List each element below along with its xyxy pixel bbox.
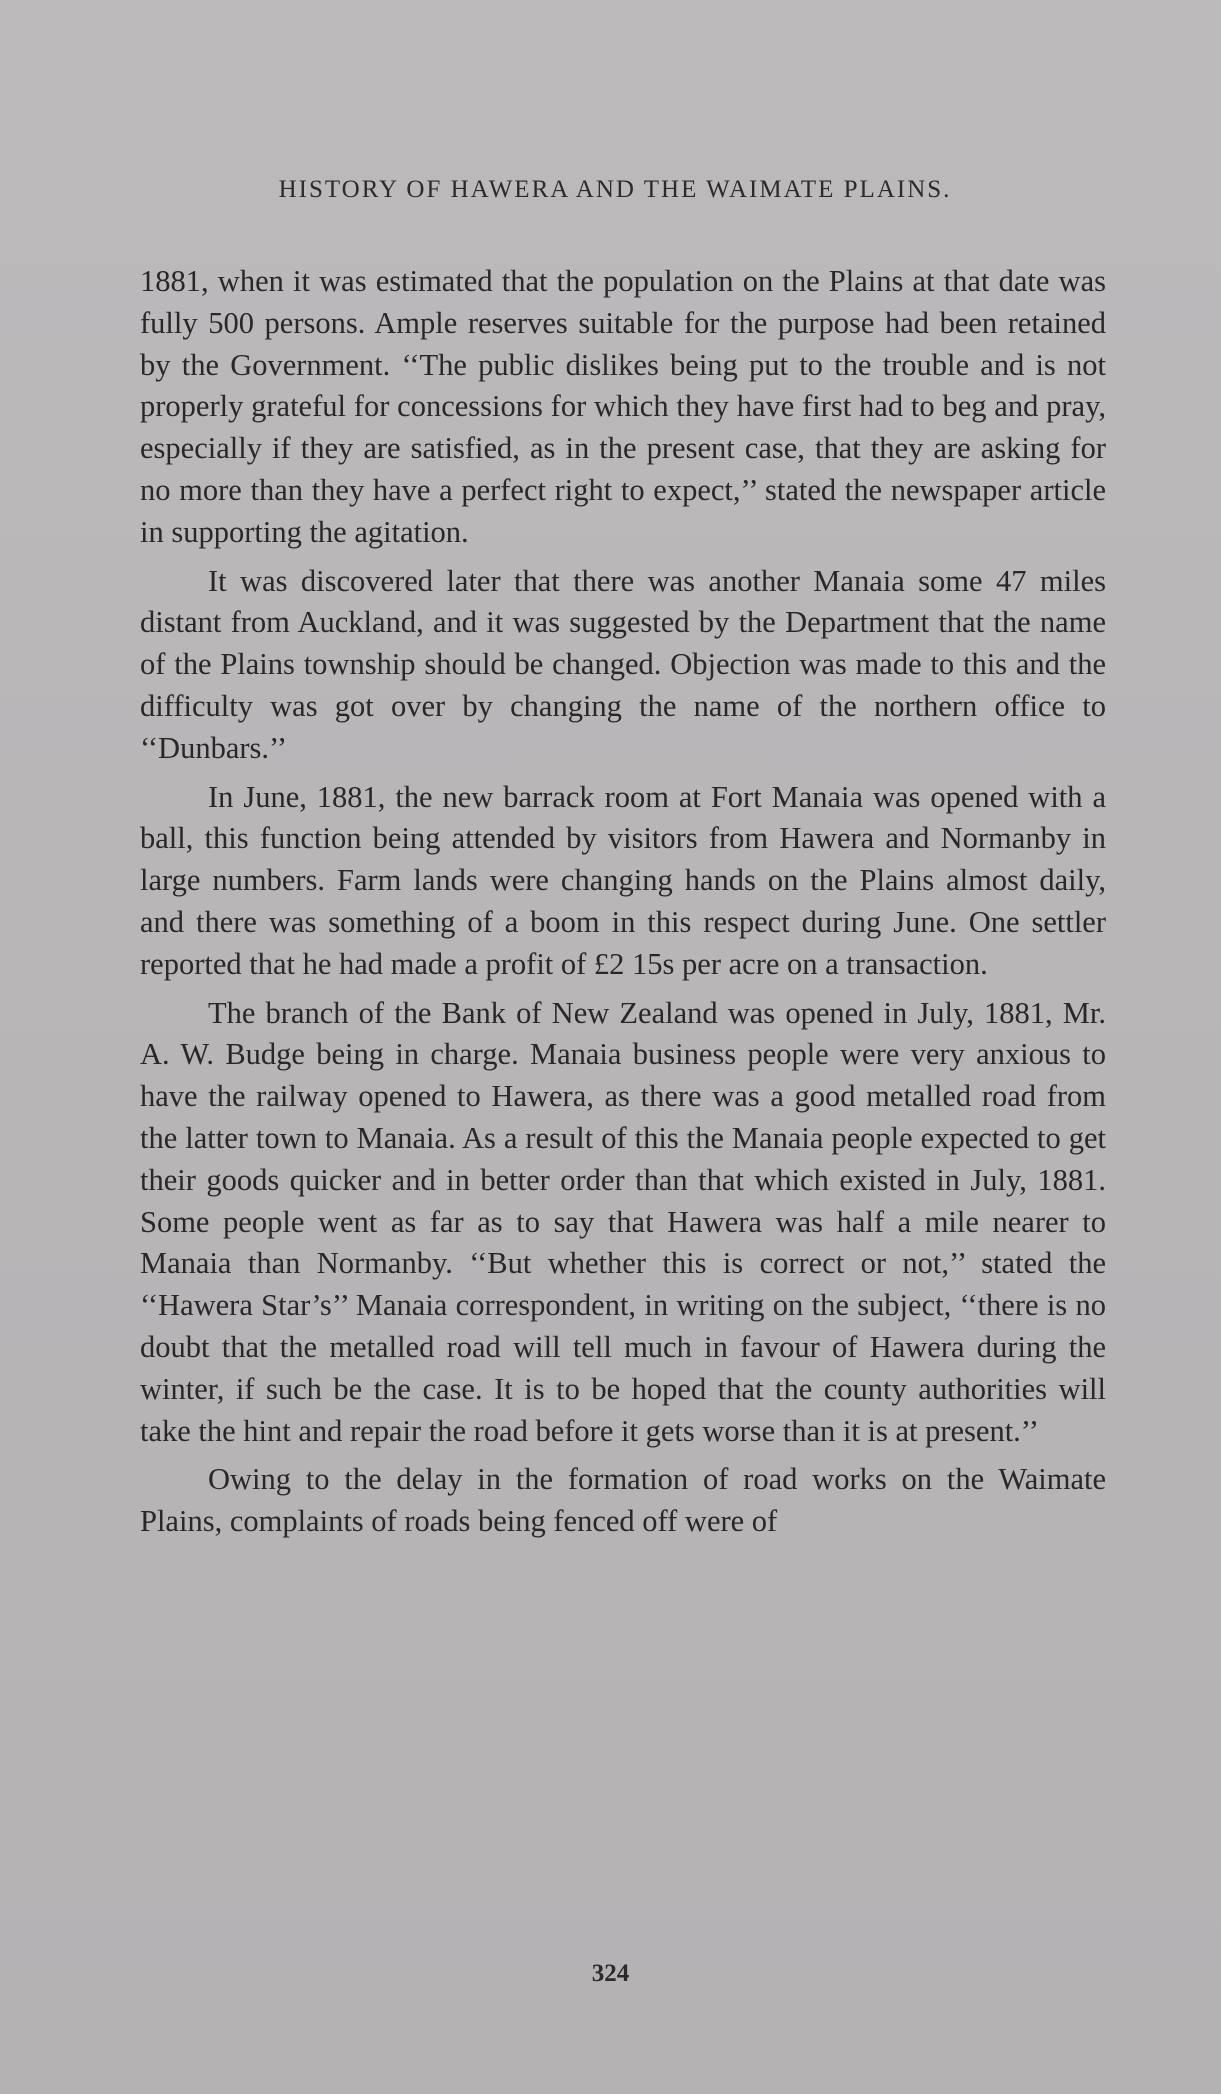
paragraph-1: 1881, when it was estimated that the population on the Plains at that date was fully 500 persons. Ample reserves suitable for the purpose had been retained by the Government. ‘‘The public dislikes being put to the trouble and is not properly grateful for concessions for which they have first had to beg and pray, especially if they are satisfied, as in the present case, that they are asking for no more than they have a perfect right to expect,’’ stated the newspaper article in supporting the agitation. [140,264,1106,549]
page-number: 324 [591,1960,630,1987]
paragraph-5: Owing to the delay in the formation of road works on the Waimate Plains, complaints of roads being fenced off were of [140,1462,1106,1539]
paragraph-3: In June, 1881, the new barrack room at Fort Manaia was opened with a ball, this function being attended by visitors from Hawera and Normanby in large numbers. Farm lands were changing hands on the Plains almost daily, and there was something of a boom in this respect during June. One settler reported that he had made a profit of £2 15s per acre on a transaction. [140,779,1106,981]
paragraph-2: It was discovered later that there was another Manaia some 47 miles distant from Auckland, and it was suggested by the Department that the name of the Plains township should be changed. Objection was made to this and the difficulty was got over by changing the name of the northern office to ‘‘Dunbars.’’ [140,563,1106,765]
paragraph-4: The branch of the Bank of New Zealand was opened in July, 1881, Mr. A. W. Budge being in charge. Manaia business people were very anxious to have the railway opened to Hawera, as there was a good metalled road from the latter town to Manaia. As a result of this the Manaia people expected to get their goods quicker and in better order than that which existed in July, 1881. Some people went as far as to say that Hawera was half a mile nearer to Manaia than Normanby. ‘‘But whether this is correct or not,’’ stated the ‘‘Hawera Star’s’’ Manaia correspondent, in writing on the subject, ‘‘there is no doubt that the metalled road will tell much in favour of Hawera during the winter, if such be the case. It is to be hoped that the county authorities will take the hint and repair the road before it gets worse than it is at present.’’ [140,995,1106,1448]
running-head: HISTORY OF HAWERA AND THE WAIMATE PLAINS. [278,176,952,203]
body-text [140,261,1106,1550]
